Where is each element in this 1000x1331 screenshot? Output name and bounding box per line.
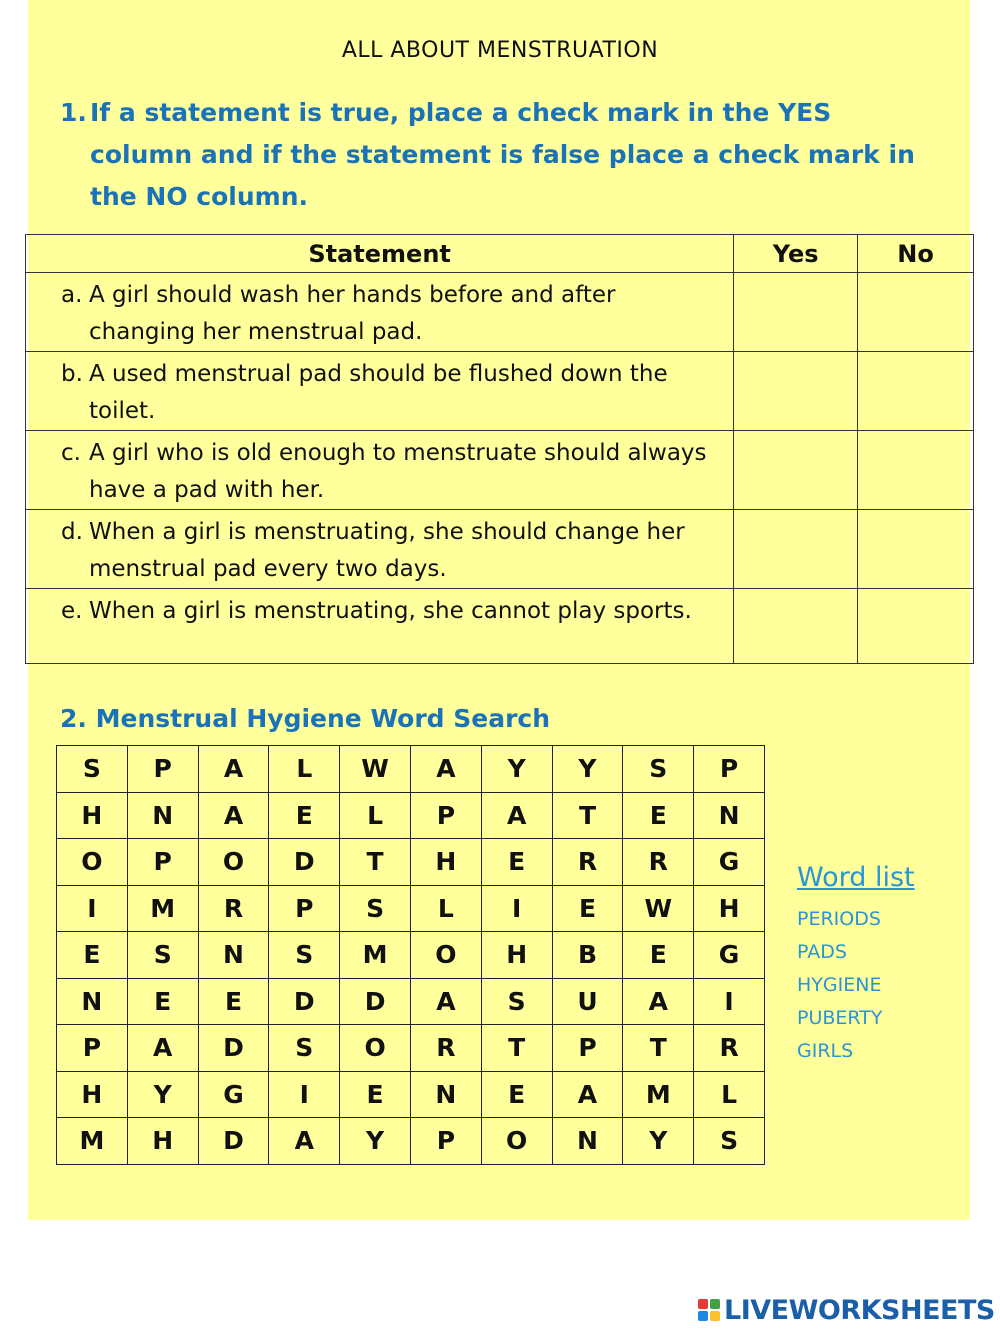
grid-letter-cell[interactable]: G [694,839,765,886]
table-row [26,352,974,431]
statement-text: A girl should wash her hands before and after changing her menstrual pad. [89,282,616,345]
grid-letter-cell[interactable]: P [269,885,340,932]
table-row [26,273,974,352]
grid-letter-cell[interactable]: E [481,839,552,886]
grid-letter-cell[interactable]: S [481,978,552,1025]
statement-c [26,431,733,509]
grid-row [57,932,765,979]
grid-letter-cell[interactable]: A [269,1118,340,1165]
statement-text: A girl who is old enough to menstruate should always have a pad with her. [89,440,707,503]
brand-name: LIVEWORKSHEETS [724,1294,995,1326]
grid-letter-cell[interactable]: T [340,839,411,886]
grid-row [57,839,765,886]
grid-letter-cell[interactable]: E [623,792,694,839]
grid-letter-cell[interactable]: N [552,1118,623,1165]
yes-answer-cell[interactable] [734,589,858,664]
statement-text: A used menstrual pad should be flushed down the toilet. [89,361,668,424]
grid-letter-cell[interactable]: E [198,978,269,1025]
grid-letter-cell[interactable]: Y [340,1118,411,1165]
grid-letter-cell[interactable]: M [340,932,411,979]
table-row [26,589,974,664]
grid-letter-cell[interactable]: H [694,885,765,932]
liveworksheets-logo [698,1294,995,1326]
statement-letter: b. [61,361,83,387]
grid-letter-cell[interactable]: W [340,746,411,793]
question-1-number: 1. [60,98,87,127]
grid-letter-cell[interactable]: S [694,1118,765,1165]
grid-letter-cell[interactable]: I [481,885,552,932]
no-answer-cell[interactable] [858,273,974,352]
grid-row [57,1071,765,1118]
grid-letter-cell[interactable]: I [269,1071,340,1118]
grid-letter-cell[interactable]: R [552,839,623,886]
grid-letter-cell[interactable]: O [481,1118,552,1165]
grid-letter-cell[interactable]: A [410,978,481,1025]
grid-letter-cell[interactable]: D [269,978,340,1025]
statement-e [26,589,733,630]
grid-letter-cell[interactable]: L [340,792,411,839]
word-list-item: HYGIENE [797,974,882,996]
grid-letter-cell[interactable]: R [410,1025,481,1072]
word-list-title: Word list [797,862,915,893]
statement-letter: e. [61,598,83,624]
grid-letter-cell[interactable]: H [57,1071,128,1118]
question-2-text: Menstrual Hygiene Word Search [95,704,551,733]
yes-answer-cell[interactable] [734,431,858,510]
word-list-item: PADS [797,941,847,963]
grid-letter-cell[interactable]: G [694,932,765,979]
statement-text: When a girl is menstruating, she should change her menstrual pad every two days. [89,519,685,582]
grid-letter-cell[interactable]: A [127,1025,198,1072]
grid-letter-cell[interactable]: D [198,1025,269,1072]
grid-letter-cell[interactable]: Y [552,746,623,793]
header-no: No [858,235,974,273]
grid-letter-cell[interactable]: U [552,978,623,1025]
no-answer-cell[interactable] [858,352,974,431]
grid-letter-cell[interactable]: N [198,932,269,979]
liveworksheets-mark-icon [698,1299,720,1321]
grid-letter-cell[interactable]: P [410,1118,481,1165]
grid-letter-cell[interactable]: N [127,792,198,839]
grid-letter-cell[interactable]: A [481,792,552,839]
grid-letter-cell[interactable]: E [623,932,694,979]
grid-letter-cell[interactable]: I [694,978,765,1025]
grid-letter-cell[interactable]: Y [127,1071,198,1118]
grid-row [57,792,765,839]
question-1-text: If a statement is true, place a check mark in the YES column and if the statement is false place a check mark in the NO column. [90,98,915,211]
grid-row [57,1025,765,1072]
grid-letter-cell[interactable]: S [269,1025,340,1072]
grid-letter-cell[interactable]: I [57,885,128,932]
grid-letter-cell[interactable]: E [340,1071,411,1118]
grid-letter-cell[interactable]: A [410,746,481,793]
worksheet-title: ALL ABOUT MENSTRUATION [341,38,659,63]
question-2-heading [60,704,550,733]
statement-table-header [26,235,974,273]
grid-letter-cell[interactable]: E [269,792,340,839]
question-2-number: 2. [60,704,87,733]
grid-letter-cell[interactable]: E [57,932,128,979]
grid-letter-cell[interactable]: H [410,839,481,886]
grid-letter-cell[interactable]: E [127,978,198,1025]
grid-row [57,1118,765,1165]
grid-row [57,746,765,793]
grid-letter-cell[interactable]: T [481,1025,552,1072]
yes-answer-cell[interactable] [734,273,858,352]
word-list-item: PUBERTY [797,1007,883,1029]
statement-b [26,352,733,430]
grid-letter-cell[interactable]: E [481,1071,552,1118]
grid-letter-cell[interactable]: N [57,978,128,1025]
grid-letter-cell[interactable]: Y [481,746,552,793]
grid-letter-cell[interactable]: M [57,1118,128,1165]
grid-letter-cell[interactable]: O [57,839,128,886]
grid-letter-cell[interactable]: B [552,932,623,979]
grid-letter-cell[interactable]: A [623,978,694,1025]
grid-letter-cell[interactable]: L [410,885,481,932]
grid-letter-cell[interactable]: O [340,1025,411,1072]
grid-letter-cell[interactable]: N [410,1071,481,1118]
statement-d [26,510,733,588]
header-yes: Yes [734,235,858,273]
grid-letter-cell[interactable]: O [410,932,481,979]
statement-table [25,234,974,664]
grid-letter-cell[interactable]: T [552,792,623,839]
grid-letter-cell[interactable]: R [694,1025,765,1072]
header-statement: Statement [26,235,734,273]
word-search-grid [56,745,765,1165]
statement-a [26,273,733,351]
grid-letter-cell[interactable]: A [198,792,269,839]
grid-letter-cell[interactable]: R [198,885,269,932]
word-list-item: PERIODS [797,908,881,930]
grid-letter-cell[interactable]: L [694,1071,765,1118]
grid-letter-cell[interactable]: M [623,1071,694,1118]
grid-letter-cell[interactable]: D [269,839,340,886]
grid-letter-cell[interactable]: S [269,932,340,979]
grid-letter-cell[interactable]: S [57,746,128,793]
grid-row [57,885,765,932]
grid-letter-cell[interactable]: P [127,839,198,886]
grid-letter-cell[interactable]: S [127,932,198,979]
grid-letter-cell[interactable]: H [127,1118,198,1165]
grid-letter-cell[interactable]: D [340,978,411,1025]
grid-letter-cell[interactable]: W [623,885,694,932]
grid-letter-cell[interactable]: A [552,1071,623,1118]
grid-letter-cell[interactable]: A [198,746,269,793]
grid-letter-cell[interactable]: P [552,1025,623,1072]
grid-letter-cell[interactable]: G [198,1071,269,1118]
grid-letter-cell[interactable]: P [410,792,481,839]
statement-text: When a girl is menstruating, she cannot play sports. [89,598,692,624]
statement-letter: d. [61,519,83,545]
grid-letter-cell[interactable]: P [694,746,765,793]
grid-letter-cell[interactable]: Y [623,1118,694,1165]
yes-answer-cell[interactable] [734,352,858,431]
grid-letter-cell[interactable]: D [198,1118,269,1165]
grid-letter-cell[interactable]: S [340,885,411,932]
grid-letter-cell[interactable]: P [127,746,198,793]
grid-letter-cell[interactable]: T [623,1025,694,1072]
grid-letter-cell[interactable]: L [269,746,340,793]
no-answer-cell[interactable] [858,431,974,510]
grid-letter-cell[interactable]: P [57,1025,128,1072]
grid-letter-cell[interactable]: S [623,746,694,793]
grid-letter-cell[interactable]: M [127,885,198,932]
statement-letter: a. [61,282,83,308]
word-list-item: GIRLS [797,1040,854,1062]
grid-letter-cell[interactable]: H [481,932,552,979]
table-row [26,431,974,510]
grid-letter-cell[interactable]: E [552,885,623,932]
statement-letter: c. [61,440,81,466]
word-list [797,862,915,1068]
no-answer-cell[interactable] [858,510,974,589]
grid-letter-cell[interactable]: H [57,792,128,839]
grid-letter-cell[interactable]: O [198,839,269,886]
yes-answer-cell[interactable] [734,510,858,589]
grid-letter-cell[interactable]: N [694,792,765,839]
grid-row [57,978,765,1025]
no-answer-cell[interactable] [858,589,974,664]
grid-letter-cell[interactable]: R [623,839,694,886]
table-row [26,510,974,589]
